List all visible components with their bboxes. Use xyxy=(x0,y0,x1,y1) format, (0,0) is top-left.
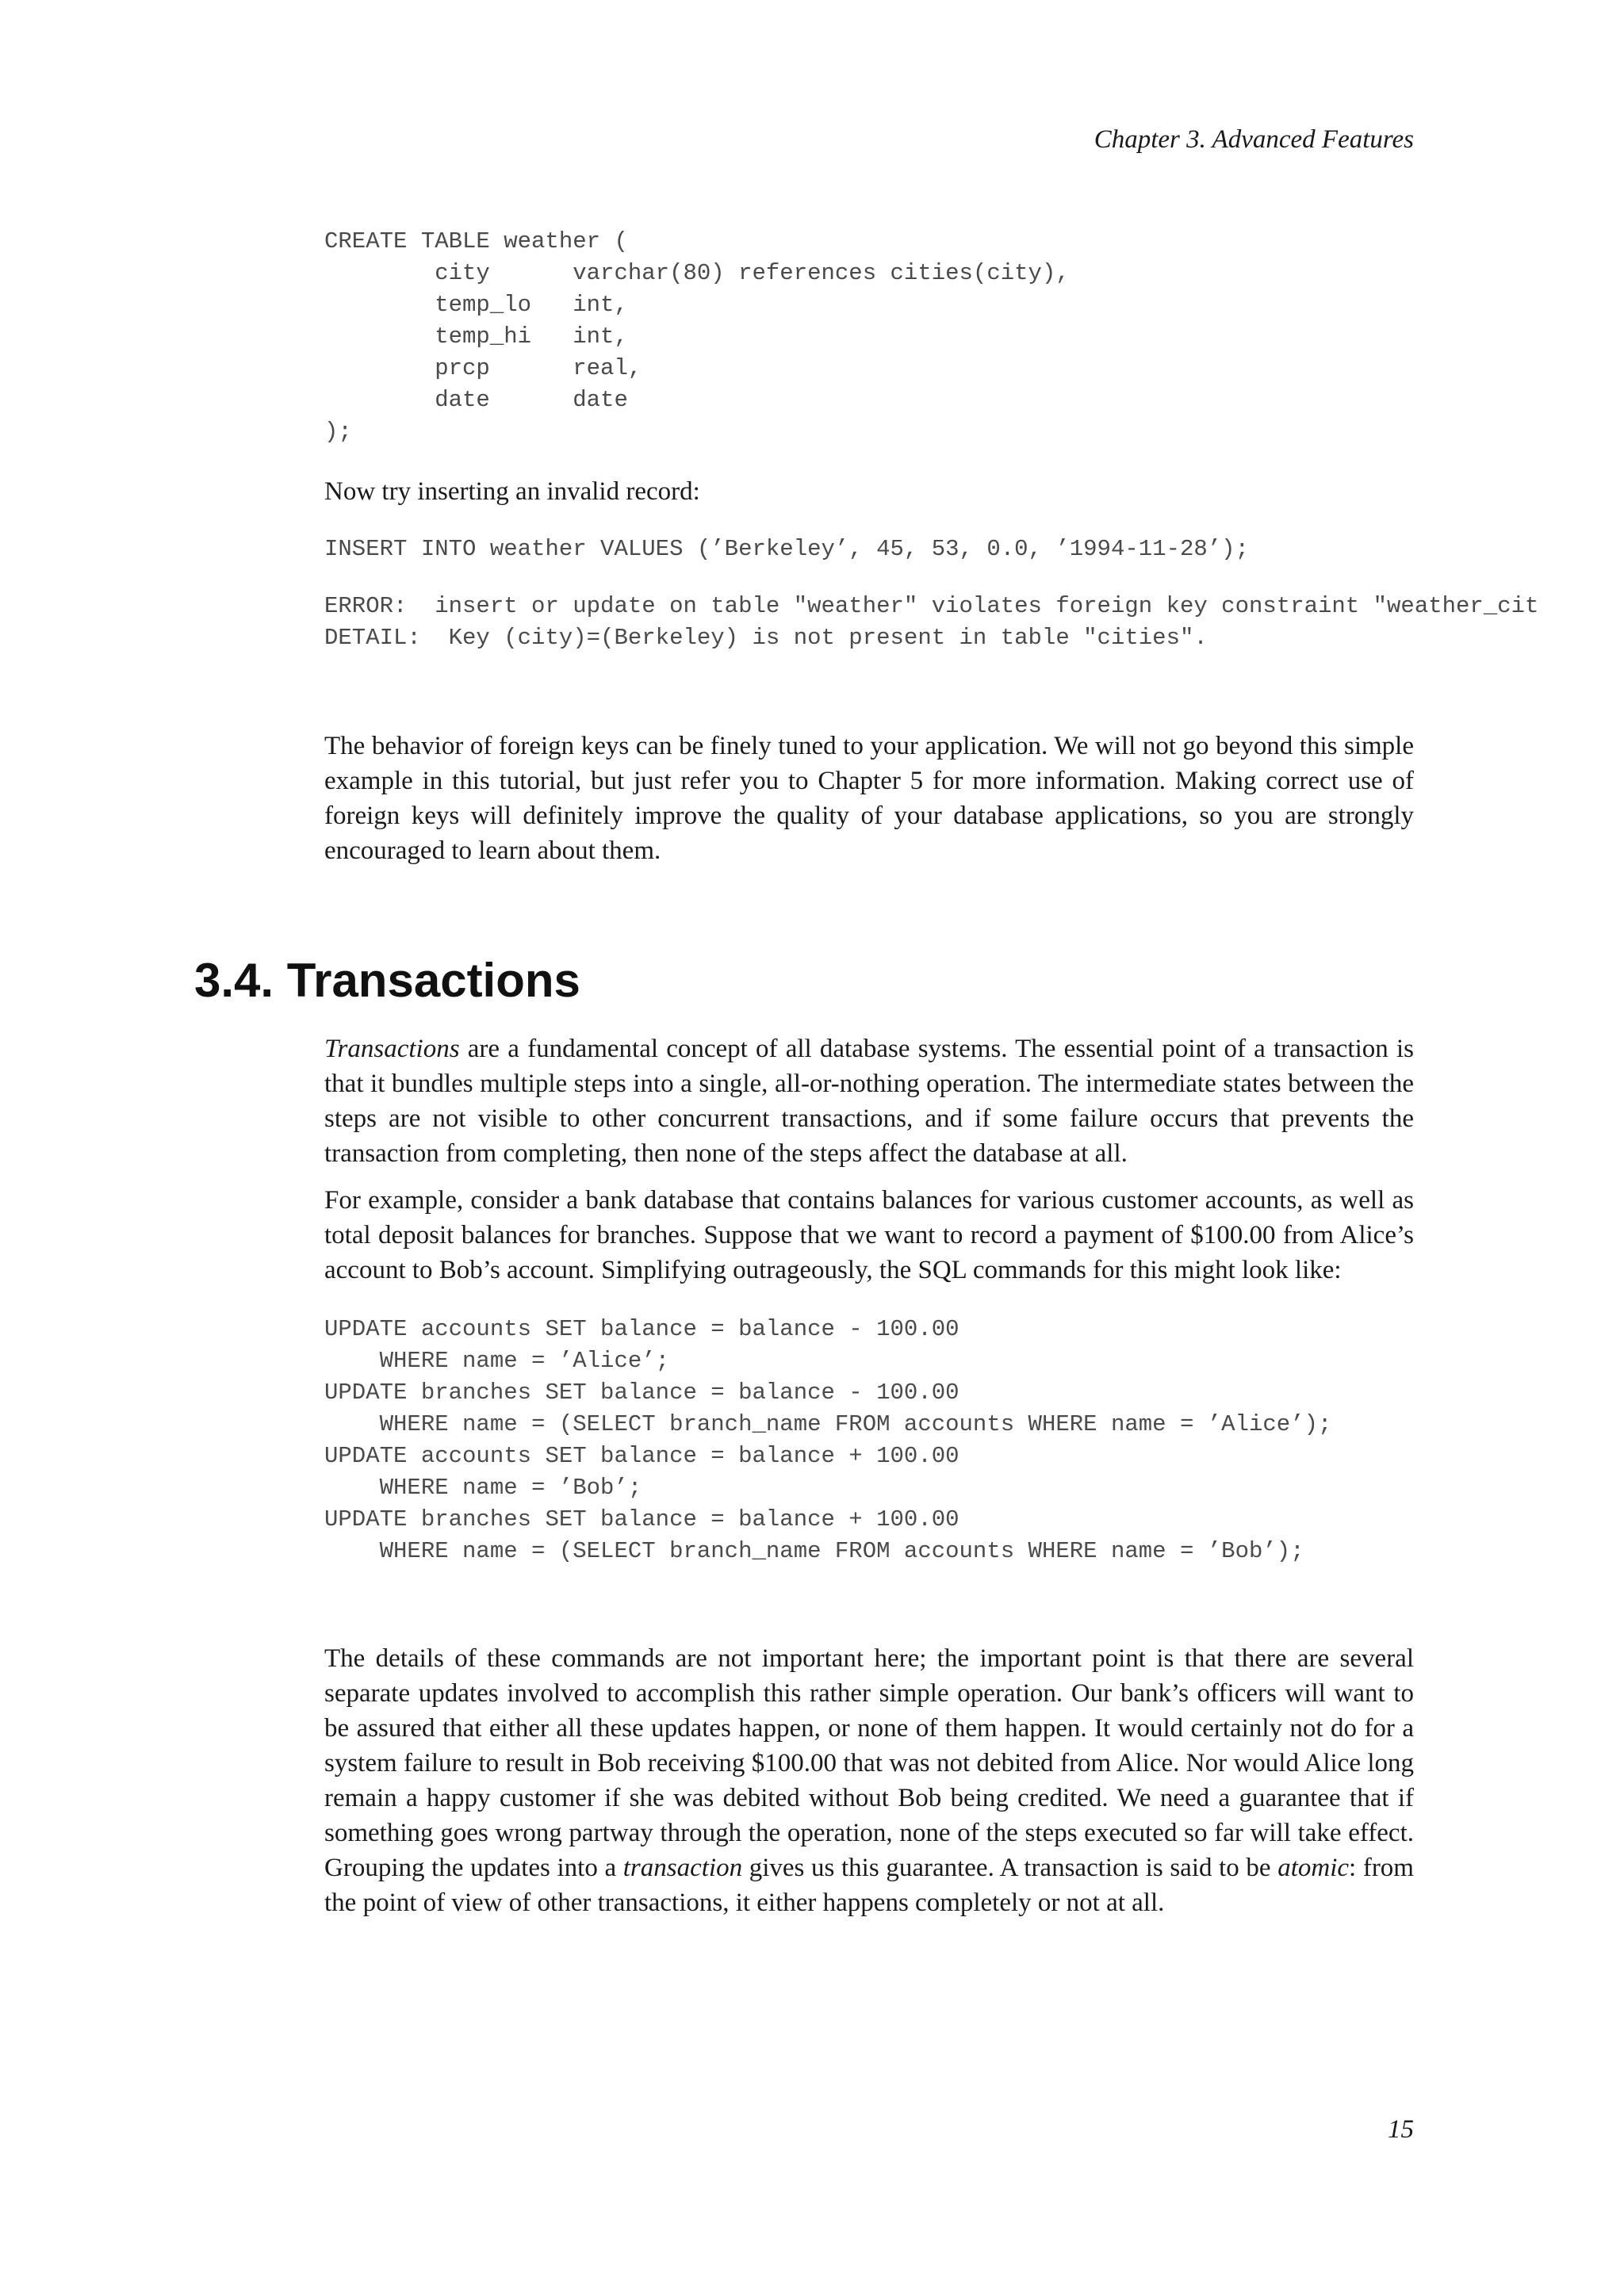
term-transactions: Transactions xyxy=(324,1035,460,1063)
update-code-block xyxy=(324,1314,1414,1567)
details-text-2: gives us this guarantee. A transaction is said to be xyxy=(742,1854,1278,1882)
code-line: prcp real, xyxy=(324,355,642,381)
intro-rest-text: are a fundamental concept of all database systems. The essential point of a transaction is that it bundles multiple steps into a single, all-or-nothing operation. The intermediate states between the steps are not visible to other concurrent transactions, and if some failure occurs that prevents the transaction from completing, then none of the steps affect the database at all. xyxy=(324,1035,1414,1168)
code-line: UPDATE accounts SET balance = balance - 100.00 xyxy=(324,1316,959,1342)
insert-intro-text: Now try inserting an invalid record: xyxy=(324,477,700,506)
code-line: city varchar(80) references cities(city), xyxy=(324,260,1070,286)
term-atomic: atomic xyxy=(1277,1854,1350,1882)
running-header: Chapter 3. Advanced Features xyxy=(1094,125,1414,154)
section-content xyxy=(324,1031,1414,1920)
code-line: ERROR: insert or update on table "weather" violates foreign key constraint "weather_cit xyxy=(324,593,1539,619)
error-output-block xyxy=(324,591,1539,654)
bank-example-paragraph: For example, consider a bank database that contains balances for various customer accounts, as well as total deposit balances for branches. Suppose that we want to record a payment of $100.00 from Alice’s account to Bob’s account. Simplifying outrageously, the SQL commands for this might look like: xyxy=(324,1186,1414,1284)
atomicity-paragraph xyxy=(324,1641,1414,1920)
code-line: DETAIL: Key (city)=(Berkeley) is not present in table "cities". xyxy=(324,625,1208,651)
code-line: temp_lo int, xyxy=(324,292,628,318)
code-line: UPDATE accounts SET balance = balance + 100.00 xyxy=(324,1443,959,1469)
code-line: WHERE name = ’Alice’; xyxy=(324,1348,670,1374)
section-heading: 3.4. Transactions xyxy=(194,954,580,1007)
create-table-code-block xyxy=(324,226,1414,448)
code-line: WHERE name = (SELECT branch_name FROM accounts WHERE name = ’Alice’); xyxy=(324,1411,1332,1437)
code-line: UPDATE branches SET balance = balance + 100.00 xyxy=(324,1506,959,1533)
code-line: WHERE name = ’Bob’; xyxy=(324,1475,642,1501)
code-line: UPDATE branches SET balance = balance - 100.00 xyxy=(324,1380,959,1406)
page-content xyxy=(324,226,1539,868)
code-line: WHERE name = (SELECT branch_name FROM accounts WHERE name = ’Bob’); xyxy=(324,1538,1304,1564)
foreign-keys-paragraph: The behavior of foreign keys can be finely tuned to your application. We will not go beyond this simple example in this tutorial, but just refer you to Chapter 5 for more information. Making correct use of foreign keys will definitely improve the quality of your database applications, so you are strongly encouraged to learn about them. xyxy=(324,732,1414,865)
insert-code-block xyxy=(324,534,1414,565)
code-line: CREATE TABLE weather ( xyxy=(324,228,628,254)
details-text-1: The details of these commands are not important here; the important point is that there are several separate updates involved to accomplish this rather simple operation. Our bank’s officers will want to be assured that either all these updates happen, or none of them happen. It would certainly not do for a system failure to result in Bob receiving $100.00 that was not debited from Alice. Nor would Alice long remain a happy customer if she was debited without Bob being credited. We need a guarantee that if something goes wrong partway through the operation, none of the steps executed so far will take effect. Grouping the updates into a xyxy=(324,1644,1414,1882)
code-line: temp_hi int, xyxy=(324,323,628,350)
code-line: ); xyxy=(324,419,352,445)
term-transaction: transaction xyxy=(622,1854,743,1882)
code-line: date date xyxy=(324,387,628,413)
code-line: INSERT INTO weather VALUES (’Berkeley’, 45, 53, 0.0, ’1994-11-28’); xyxy=(324,536,1249,562)
page-number: 15 xyxy=(1388,2115,1414,2144)
details-text-3: : from the point of view of other transactions, it either happens completely or not at all. xyxy=(324,1854,1414,1917)
transactions-intro-paragraph xyxy=(324,1031,1414,1171)
